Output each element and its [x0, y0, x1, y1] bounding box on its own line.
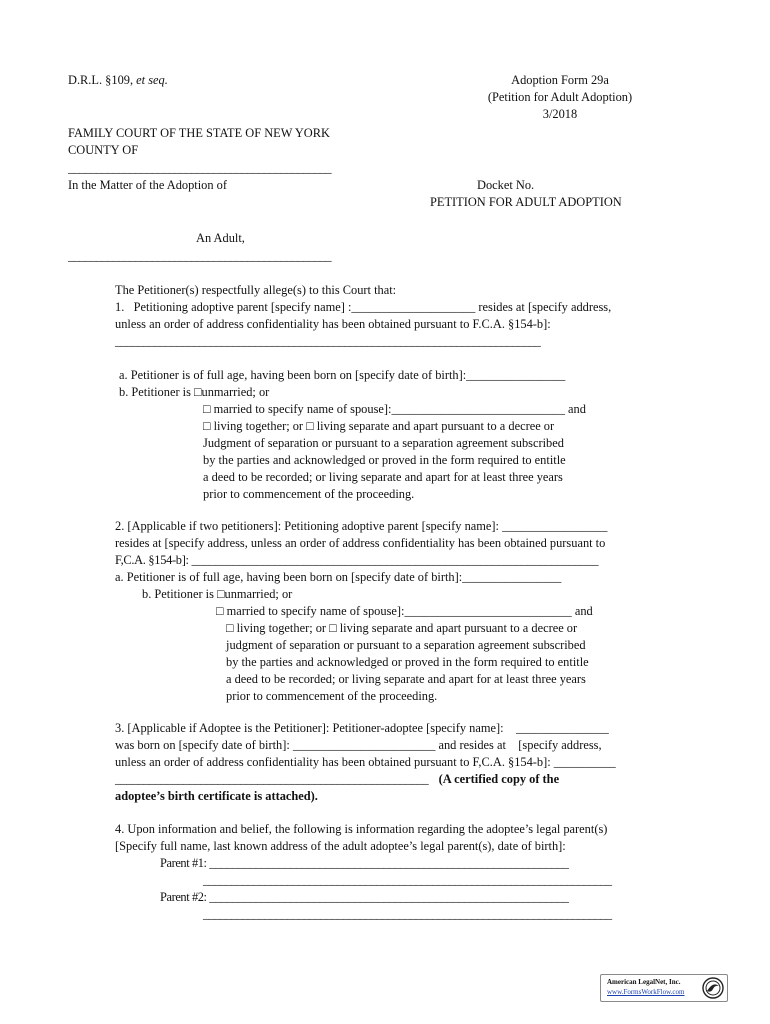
- s4-line-1: 4. Upon information and belief, the following is information regarding the adoptee’s legal parent(s): [115, 822, 608, 836]
- matter-line: In the Matter of the Adoption of: [68, 178, 227, 192]
- s1-marital-status: b. Petitioner is □unmarried; or: [119, 385, 270, 399]
- company-url[interactable]: www.FormsWorkFlow.com: [607, 988, 685, 996]
- s1-separation-5: prior to commencement of the proceeding.: [203, 487, 415, 501]
- document-title: PETITION FOR ADULT ADOPTION: [430, 195, 622, 209]
- county-line: COUNTY OF: [68, 143, 139, 157]
- alnet-seal-icon: [702, 977, 724, 999]
- s1-separation-1: □ living together; or □ living separate and apart pursuant to a decree or: [203, 419, 555, 433]
- parent-2-field-cont[interactable]: _________________________________________________________________________: [203, 907, 612, 921]
- s1-separation-2: Judgment of separation or pursuant to a separation agreement subscribed: [203, 436, 564, 450]
- adult-label: An Adult,: [196, 231, 245, 245]
- s3-line-4: _______________________________________________________ (A certified copy of the: [115, 772, 560, 786]
- court-name: FAMILY COURT OF THE STATE OF NEW YORK: [68, 126, 330, 140]
- s2-separation-4: a deed to be recorded; or living separate and apart for at least three years: [226, 672, 586, 686]
- s3-line-2: was born on [specify date of birth]: _______________________ and resides at [specify address,: [115, 738, 602, 752]
- s2-separation-1: □ living together; or □ living separate and apart pursuant to a decree or: [226, 621, 578, 635]
- s2-separation-2: judgment of separation or pursuant to a separation agreement subscribed: [226, 638, 586, 652]
- s2-married-option: □ married to specify name of spouse]:___________________________ and: [216, 604, 593, 618]
- s1-line-2: unless an order of address confidentiality has been obtained pursuant to F.C.A. §154-b]:: [115, 317, 551, 331]
- form-date: 3/2018: [542, 107, 578, 121]
- company-name: American LegalNet, Inc.: [607, 978, 681, 986]
- statute-reference: D.R.L. §109, et seq.: [68, 73, 168, 87]
- form-subtitle: (Petition for Adult Adoption): [487, 90, 633, 104]
- s2-separation-5: prior to commencement of the proceeding.: [226, 689, 438, 703]
- s2-separation-3: by the parties and acknowledged or proved in the form required to entitle: [226, 655, 589, 669]
- s2-line-3[interactable]: F,C.A. §154-b]: _____________________________________________________________________: [115, 553, 599, 567]
- petition-intro: The Petitioner(s) respectfully allege(s) to this Court that:: [115, 283, 397, 297]
- s3-certificate-note: adoptee’s birth certificate is attached).: [115, 789, 318, 803]
- s2-line-1: 2. [Applicable if two petitioners]: Petitioning adoptive parent [specify name]: _________________: [115, 519, 608, 533]
- s4-line-2: [Specify full name, last known address of the adult adoptee’s legal parent(s), date of birth]:: [115, 839, 566, 853]
- parent-1-field[interactable]: Parent #1: ______________________________________________________________: [160, 856, 569, 870]
- caption-rule-top: _______________________________________________: [68, 161, 331, 175]
- caption-rule-bottom: _______________________________________________: [68, 249, 331, 263]
- s3-line-3: unless an order of address confidentiality has been obtained pursuant to F,C.A. §154-b]: __________: [115, 755, 616, 769]
- parent-1-field-cont[interactable]: _________________________________________________________________________: [203, 873, 612, 887]
- s1-separation-4: a deed to be recorded; or living separate and apart for at least three years: [203, 470, 563, 484]
- s1-birth-date: a. Petitioner is of full age, having been born on [specify date of birth]:________________: [119, 368, 566, 382]
- s2-marital-status: b. Petitioner is □unmarried; or: [142, 587, 293, 601]
- s3-line-1: 3. [Applicable if Adoptee is the Petitioner]: Petitioner-adoptee [specify name]: _______________: [115, 721, 609, 735]
- s1-address-blank[interactable]: ____________________________________________________________________________: [115, 334, 541, 348]
- parent-2-field[interactable]: Parent #2: ______________________________________________________________: [160, 890, 569, 904]
- s1-line-1: 1. Petitioning adoptive parent [specify name] :____________________ resides at [specify address,: [115, 300, 612, 314]
- s1-separation-3: by the parties and acknowledged or proved in the form required to entitle: [203, 453, 566, 467]
- s2-birth-date: a. Petitioner is of full age, having been born on [specify date of birth]:________________: [115, 570, 562, 584]
- form-number: Adoption Form 29a: [511, 73, 609, 87]
- docket-number: Docket No.: [477, 178, 535, 192]
- s2-line-2: resides at [specify address, unless an order of address confidentiality has been obtained pursuant to: [115, 536, 606, 550]
- s1-married-option: □ married to specify name of spouse]:____________________________ and: [203, 402, 586, 416]
- footer-logo[interactable]: [600, 974, 728, 1002]
